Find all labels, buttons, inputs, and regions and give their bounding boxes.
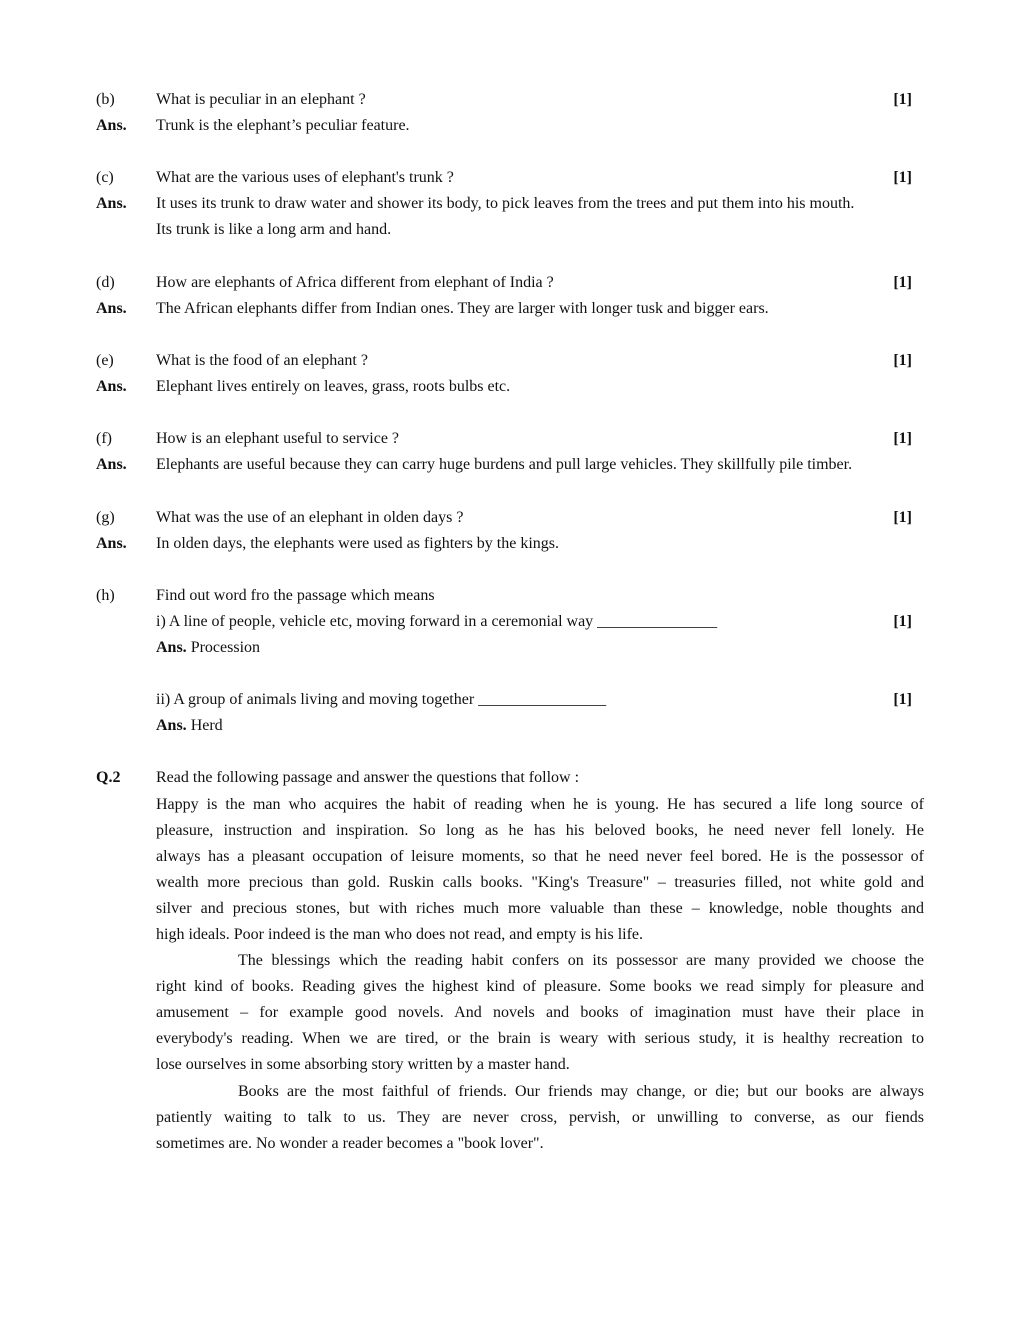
- question-row: [96, 765, 924, 791]
- passage-line: [96, 1052, 924, 1078]
- passage-text: lose ourselves in some absorbing story written by a master hand.: [156, 1056, 570, 1074]
- answer-row: [96, 217, 924, 243]
- spacer: [96, 478, 924, 504]
- answer-text: The African elephants differ from Indian ones. They are larger with longer tusk and bigger ears.: [156, 299, 769, 317]
- spacer: [96, 739, 924, 765]
- answer-text: In olden days, the elephants were used as fighters by the kings.: [156, 534, 560, 552]
- sub-question-text: i) A line of people, vehicle etc, moving forward in a ceremonial way _______________: [156, 612, 718, 630]
- answer-label: Ans.: [96, 534, 127, 552]
- passage-text: amusement – for example good novels. And novels and books of imagination must have their place in: [156, 1004, 924, 1022]
- answer-row: [96, 635, 924, 661]
- answer-text: Herd: [190, 717, 223, 735]
- answer-label: Ans.: [96, 117, 127, 135]
- passage-line: [96, 792, 924, 818]
- passage-line: [96, 1026, 924, 1052]
- question-label: (d): [96, 273, 115, 291]
- answer-label: Ans.: [96, 195, 127, 213]
- question-row: [96, 348, 924, 374]
- answer-text: Its trunk is like a long arm and hand.: [156, 221, 392, 239]
- passage-line: [96, 844, 924, 870]
- passage-text: Books are the most faithful of friends. Our friends may change, or die; but our books are always: [238, 1082, 924, 1100]
- passage-line: [96, 1131, 924, 1157]
- spacer: [96, 557, 924, 583]
- passage-line: [96, 818, 924, 844]
- passage-text: wealth more precious than gold. Ruskin calls books. "King's Treasure" – treasuries filled, not white gold and: [156, 873, 924, 891]
- passage-line: [96, 1000, 924, 1026]
- passage-text: silver and precious stones, but with riches much more valuable than these – knowledge, noble thoughts and: [156, 899, 924, 917]
- answer-row: [96, 452, 924, 478]
- passage-line: [96, 870, 924, 896]
- answer-row: [96, 374, 924, 400]
- question-text: What was the use of an elephant in olden days ?: [156, 508, 464, 526]
- passage-line: [96, 1105, 924, 1131]
- answer-row: [96, 296, 924, 322]
- question-row: [96, 270, 924, 296]
- answer-row: [96, 713, 924, 739]
- answer-line: [156, 713, 924, 739]
- passage-text: always has a pleasant occupation of leisure moments, so that he need never feel bored. He is the possessor of: [156, 847, 924, 865]
- answer-text: It uses its trunk to draw water and shower its body, to pick leaves from the trees and put them into his mouth.: [156, 195, 855, 213]
- answer-text: Elephants are useful because they can carry huge burdens and pull large vehicles. They skillfully pile timber.: [156, 456, 853, 474]
- answer-label: Ans.: [96, 299, 127, 317]
- marks-badge: [1]: [893, 612, 912, 630]
- passage-text: right kind of books. Reading gives the highest kind of pleasure. Some books we read simply for pleasure and: [156, 978, 924, 996]
- answer-text: Procession: [190, 638, 261, 656]
- question-text: Find out word fro the passage which means: [156, 586, 435, 604]
- marks-badge: [1]: [893, 351, 912, 369]
- spacer: [96, 139, 924, 165]
- answer-row: [96, 113, 924, 139]
- marks-badge: [1]: [893, 169, 912, 187]
- sub-question-row: [96, 609, 924, 635]
- marks-badge: [1]: [893, 91, 912, 108]
- spacer: [96, 244, 924, 270]
- passage-line: [96, 1079, 924, 1105]
- sub-question-row: [96, 687, 924, 713]
- question-text: How are elephants of Africa different from elephant of India ?: [156, 273, 554, 291]
- question-label: Q.2: [96, 769, 121, 787]
- passage-line: [96, 974, 924, 1000]
- question-row: [96, 426, 924, 452]
- passage-line: [96, 948, 924, 974]
- question-text: What is peculiar in an elephant ?: [156, 91, 366, 108]
- instruction-text: Read the following passage and answer the questions that follow :: [156, 769, 580, 787]
- spacer: [96, 400, 924, 426]
- question-label: (b): [96, 91, 115, 108]
- passage-text: pleasure, instruction and inspiration. So long as he has his beloved books, he need never fell lonely. He: [156, 821, 924, 839]
- question-label: (e): [96, 351, 114, 369]
- answer-sheet-page: [96, 87, 924, 1157]
- passage-text: Happy is the man who acquires the habit of reading when he is young. He has secured a life long source of: [156, 795, 924, 813]
- answer-label: Ans.: [96, 378, 127, 396]
- answer-label: Ans.: [156, 717, 187, 735]
- answer-row: [96, 191, 924, 217]
- sub-question-text: ii) A group of animals living and moving together ________________: [156, 691, 607, 709]
- question-text: What are the various uses of elephant's trunk ?: [156, 169, 454, 187]
- answer-text: Trunk is the elephant’s peculiar feature.: [156, 117, 410, 135]
- answer-text: Elephant lives entirely on leaves, grass, roots bulbs etc.: [156, 378, 511, 396]
- question-label: (h): [96, 586, 115, 604]
- question-row: [96, 165, 924, 191]
- passage-text: The blessings which the reading habit confers on its possessor are many provided we choose the: [238, 952, 924, 970]
- question-row: [96, 505, 924, 531]
- passage-line: [96, 922, 924, 948]
- passage-line: [96, 896, 924, 922]
- passage-text: patiently waiting to talk to us. They are never cross, pervish, or unwilling to converse, as our fiends: [156, 1108, 924, 1126]
- answer-label: Ans.: [156, 638, 187, 656]
- spacer: [96, 661, 924, 687]
- answer-row: [96, 531, 924, 557]
- answer-label: Ans.: [96, 456, 127, 474]
- marks-badge: [1]: [893, 273, 912, 291]
- question-text: What is the food of an elephant ?: [156, 351, 368, 369]
- marks-badge: [1]: [893, 430, 912, 448]
- passage-text: sometimes are. No wonder a reader becomes a "book lover".: [156, 1134, 544, 1152]
- passage-text: high ideals. Poor indeed is the man who does not read, and empty is his life.: [156, 926, 644, 943]
- question-text: How is an elephant useful to service ?: [156, 430, 400, 448]
- question-row: [96, 87, 924, 113]
- marks-badge: [1]: [893, 691, 912, 709]
- question-row: [96, 583, 924, 609]
- question-label: (g): [96, 508, 115, 526]
- question-label: (c): [96, 169, 114, 187]
- answer-line: [156, 635, 924, 661]
- spacer: [96, 322, 924, 348]
- marks-badge: [1]: [893, 508, 912, 526]
- question-label: (f): [96, 430, 112, 448]
- passage-text: everybody's reading. When we are tired, or the brain is weary with serious study, it is healthy recreation to: [156, 1030, 924, 1048]
